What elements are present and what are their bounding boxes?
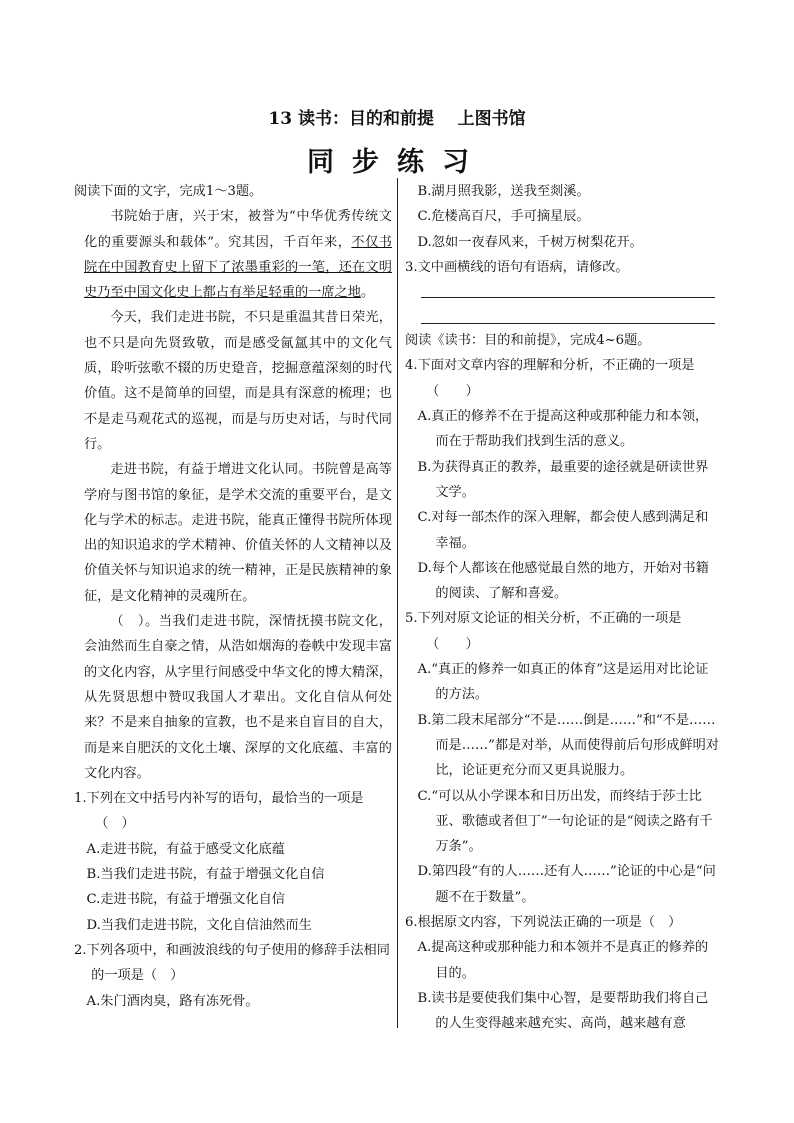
question-6-stem: 6.根据原文内容，下列说法正确的一项是（ ）	[405, 915, 682, 931]
passage2-intro: 阅读《读书：目的和前提》，完成4~6题。	[405, 333, 651, 349]
question-5-stem: 5.下列对原文论证的相关分析，不正确的一项是	[405, 611, 682, 627]
underlined-sentence: 不仅书院在中国教育史上留下了浓墨重彩的一笔，还在文明史乃至中国文化史上都占有举足轻重的一席之地	[84, 234, 392, 301]
question-5-option-c: C.“可以从小学课本和日历出发，而终结于莎士比亚、歌德或者但丁”一句论证的是“阅读之路有千万条”。	[417, 788, 713, 855]
question-5-answer-paren: （ ）	[426, 636, 479, 652]
answer-line-1[interactable]	[421, 297, 715, 298]
passage1-paragraph-1	[74, 204, 392, 305]
question-6-option-a: A.提高这种或那种能力和本领并不是真正的修养的目的。	[417, 940, 709, 981]
passage1-p1-end: 。	[360, 285, 375, 301]
question-4-stem: 4.下面对文章内容的理解和分析，不正确的一项是	[405, 358, 695, 374]
question-1-option-d: D.当我们走进书院，文化自信油然而生	[86, 917, 312, 933]
question-5-option-d: D.第四段“有的人……还有人……”论证的中心是“问题不在于数量”。	[417, 864, 716, 905]
question-4-option-c: C.对每一部杰作的深入理解，都会使人感到满足和幸福。	[417, 510, 709, 551]
answer-line-2[interactable]	[421, 323, 715, 324]
question-5-option-b: B.第二段末尾部分“不是……倒是……”和“不是……而是……”都是对举，从而使得前后句形成鲜明对比，论证更充分而又更具说服力。	[417, 712, 720, 779]
question-5-option-a: A.“真正的修养一如真正的体育”这是运用对比论证的方法。	[417, 662, 709, 703]
question-1-answer-paren: （ ）	[95, 816, 135, 832]
question-2-option-a: A.朱门酒肉臭，路有冻死骨。	[86, 993, 259, 1009]
question-1-option-c: C.走进书院，有益于增强文化自信	[86, 892, 285, 908]
worksheet-title: 13 读书：目的和前提 上图书馆	[268, 109, 526, 129]
question-4-answer-paren: （ ）	[426, 383, 479, 399]
passage1-intro: 阅读下面的文字，完成1～3题。	[74, 184, 263, 199]
question-2-option-b: B.湖月照我影，送我至剡溪。	[417, 184, 590, 199]
question-1-stem: 1.下列在文中括号内补写的语句，最恰当的一项是	[74, 791, 364, 807]
question-1-option-a: A.走进书院，有益于感受文化底蕴	[86, 841, 285, 857]
passage1-paragraph-2: 今天，我们走进书院，不只是重温其昔日荣光，也不只是向先贤致敬，而是感受氤氲其中的文化气质，聆听弦歌不辍的历史跫音，挖掘意蕴深刻的时代价值。这不是简单的回望，而是具有深意的梳理；也不是走马观花式的巡视，而是与历史对话，与时代同行。	[84, 310, 392, 452]
question-2-option-c: C.危楼高百尺，手可摘星辰。	[417, 209, 590, 225]
question-4-option-d: D.每个人都该在他感觉最自然的地方，开始对书籍的阅读、了解和喜爱。	[417, 560, 709, 602]
passage1-paragraph-4: （ ）。当我们走进书院，深情抚摸书院文化，会油然而生自豪之情，从浩如烟海的卷帙中发现丰富的文化内容，从字里行间感受中华文化的博大精深，从先贤思想中赞叹我国人才辈出。文化自信从何处来？不是来自抽象的宣教，也不是来自盲目的自大，而是来自肥沃的文化土壤、深厚的文化底蕴、丰富的文化内容。	[84, 614, 392, 781]
question-2-option-d: D.忽如一夜春风来，千树万树梨花开。	[417, 234, 643, 250]
question-1-option-b: B.当我们走进书院，有益于增强文化自信	[86, 867, 325, 883]
passage1-p1-text: 书院始于唐，兴于宋，被誉为“中华优秀传统文化的重要源头和载体”。究其因，千百年来，	[84, 209, 392, 250]
question-4-option-b: B.为获得真正的教养，最重要的途径就是研读世界文学。	[417, 459, 709, 500]
right-column	[405, 179, 721, 1037]
left-column	[74, 179, 392, 1014]
passage1-paragraph-3: 走进书院，有益于增进文化认同。书院曾是高等学府与图书馆的象征，是学术交流的重要平台，是文化与学术的标志。走进书院，能真正懂得书院所体现出的知识追求的学术精神、价值关怀的人文精神以及价值关怀与知识追求的统一精神，正是民族精神的象征，是文化精神的灵魂所在。	[84, 462, 392, 604]
question-6-option-b: B.读书是要使我们集中心智，是要帮助我们将自己的人生变得越来越充实、高尚，越来越有意	[417, 990, 709, 1032]
worksheet-subtitle: 同步练习	[307, 147, 487, 178]
question-4-option-a: A.真正的修养不在于提高这种或那种能力和本领，而在于帮助我们找到生活的意义。	[417, 409, 709, 450]
column-divider	[397, 178, 398, 1028]
question-2-stem: 2.下列各项中，和画波浪线的句子使用的修辞手法相同的一项是（ ）	[74, 942, 390, 984]
question-3-stem: 3.文中画横线的语句有语病，请修改。	[405, 259, 629, 275]
